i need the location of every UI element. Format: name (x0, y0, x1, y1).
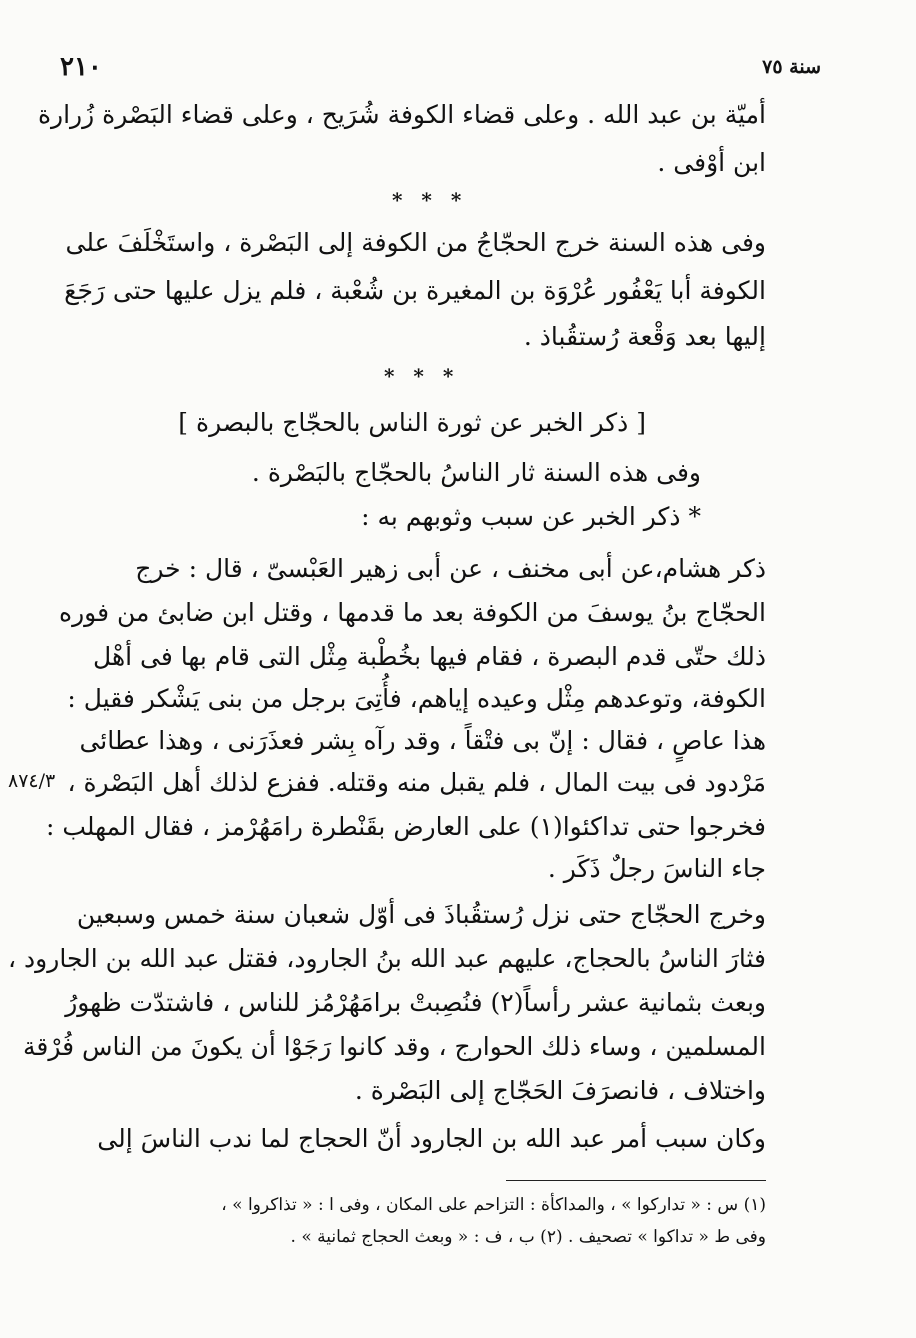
text-line: المسلمين ، وساء ذلك الحوارج ، وقد كانوا رَجَوْا أن يكونَ من الناس فُرْقة (22, 1032, 766, 1061)
text-line: إليها بعد وَقْعة رُستقُباذ . (523, 322, 766, 351)
page-number: ٢١٠ (60, 52, 102, 82)
text-line: واختلاف ، فانصرَفَ الحَجّاج إلى البَصْرة . (354, 1076, 766, 1105)
sub-heading: * ذكر الخبر عن سبب وثوبهم به : (361, 502, 701, 531)
footnote-line: وفى ط « تداكوا » تصحيف . (٢) ب ، ف : « وبعث الحجاج ثمانية » . (290, 1227, 766, 1247)
text-line: وكان سبب أمر عبد الله بن الجارود أنّ الحجاج لما ندب الناسَ إلى (97, 1124, 766, 1153)
text-line: ذلك حتّى قدم البصرة ، فقام فيها بخُطْبة مِثْل التى قام بها فى أهْل (93, 642, 766, 671)
text-line: ذكر هشام،عن أبى مخنف ، عن أبى زهير العَبْسىّ ، قال : خرج (135, 554, 766, 583)
text-line: ابن أوْفى . (657, 148, 766, 177)
text-line: جاء الناسَ رجلٌ ذَكَر . (547, 854, 766, 883)
section-separator: * * * (392, 188, 468, 212)
text-line: فثارَ الناسُ بالحجاج، عليهم عبد الله بنُ الجارود، فقتل عبد الله بن الجارود ، (8, 944, 766, 973)
text-line: هذا عاصٍ ، فقال : إنّ بى فتْقاً ، وقد رآه بِشر فعذَرَنى ، وهذا عطائى (79, 726, 766, 755)
text-line: وفى هذه السنة خرج الحجّاجُ من الكوفة إلى البَصْرة ، واستَخْلَفَ على (65, 228, 766, 257)
section-intro: وفى هذه السنة ثار الناسُ بالحجّاج بالبَصْرة . (251, 458, 701, 487)
margin-reference: ٨٧٤/٣ (8, 770, 56, 792)
text-line: الكوفة أبا يَعْفُور عُرْوَة بن المغيرة بن شُعْبة ، فلم يزل عليها حتى رَجَعَ (64, 276, 766, 305)
text-line: مَرْدود فى بيت المال ، فلم يقبل منه وقتله. ففزع لذلك أهل البَصْرة ، (67, 768, 766, 797)
footnote-rule (506, 1180, 766, 1181)
section-heading: [ ذكر الخبر عن ثورة الناس بالحجّاج بالبصرة ] (178, 408, 646, 437)
text-line: وبعث بثمانية عشر رأساً(٢) فنُصِبتْ برامَهُرْمُز للناس ، فاشتدّت ظهورُ (65, 988, 766, 1017)
text-line: الحجّاج بنُ يوسفَ من الكوفة بعد ما قدمها ، وقتل ابن ضابئ من فوره (58, 598, 766, 627)
text-line: الكوفة، وتوعدهم مِثْل وعيده إياهم، فأُتِىَ برجل من بنى يَشْكر فقيل : (67, 684, 766, 713)
footnote-line: (١) س : « تداركوا » ، والمداكأة : التزاحم على المكان ، وفى ا : « تذاكروا » ، (221, 1195, 766, 1215)
text-line: وخرج الحجّاج حتى نزل رُستقُباذَ فى أوّل شعبان سنة خمس وسبعين (76, 900, 766, 929)
section-separator: * * * (384, 364, 460, 388)
text-line: أميّة بن عبد الله . وعلى قضاء الكوفة شُرَيح ، وعلى قضاء البَصْرة زُرارة (37, 100, 766, 129)
text-line: فخرجوا حتى تداكئوا(١) على العارض بقَنْطرة رامَهُرْمز ، فقال المهلب : (45, 812, 766, 841)
running-header-year: سنة ٧٥ (762, 56, 821, 78)
